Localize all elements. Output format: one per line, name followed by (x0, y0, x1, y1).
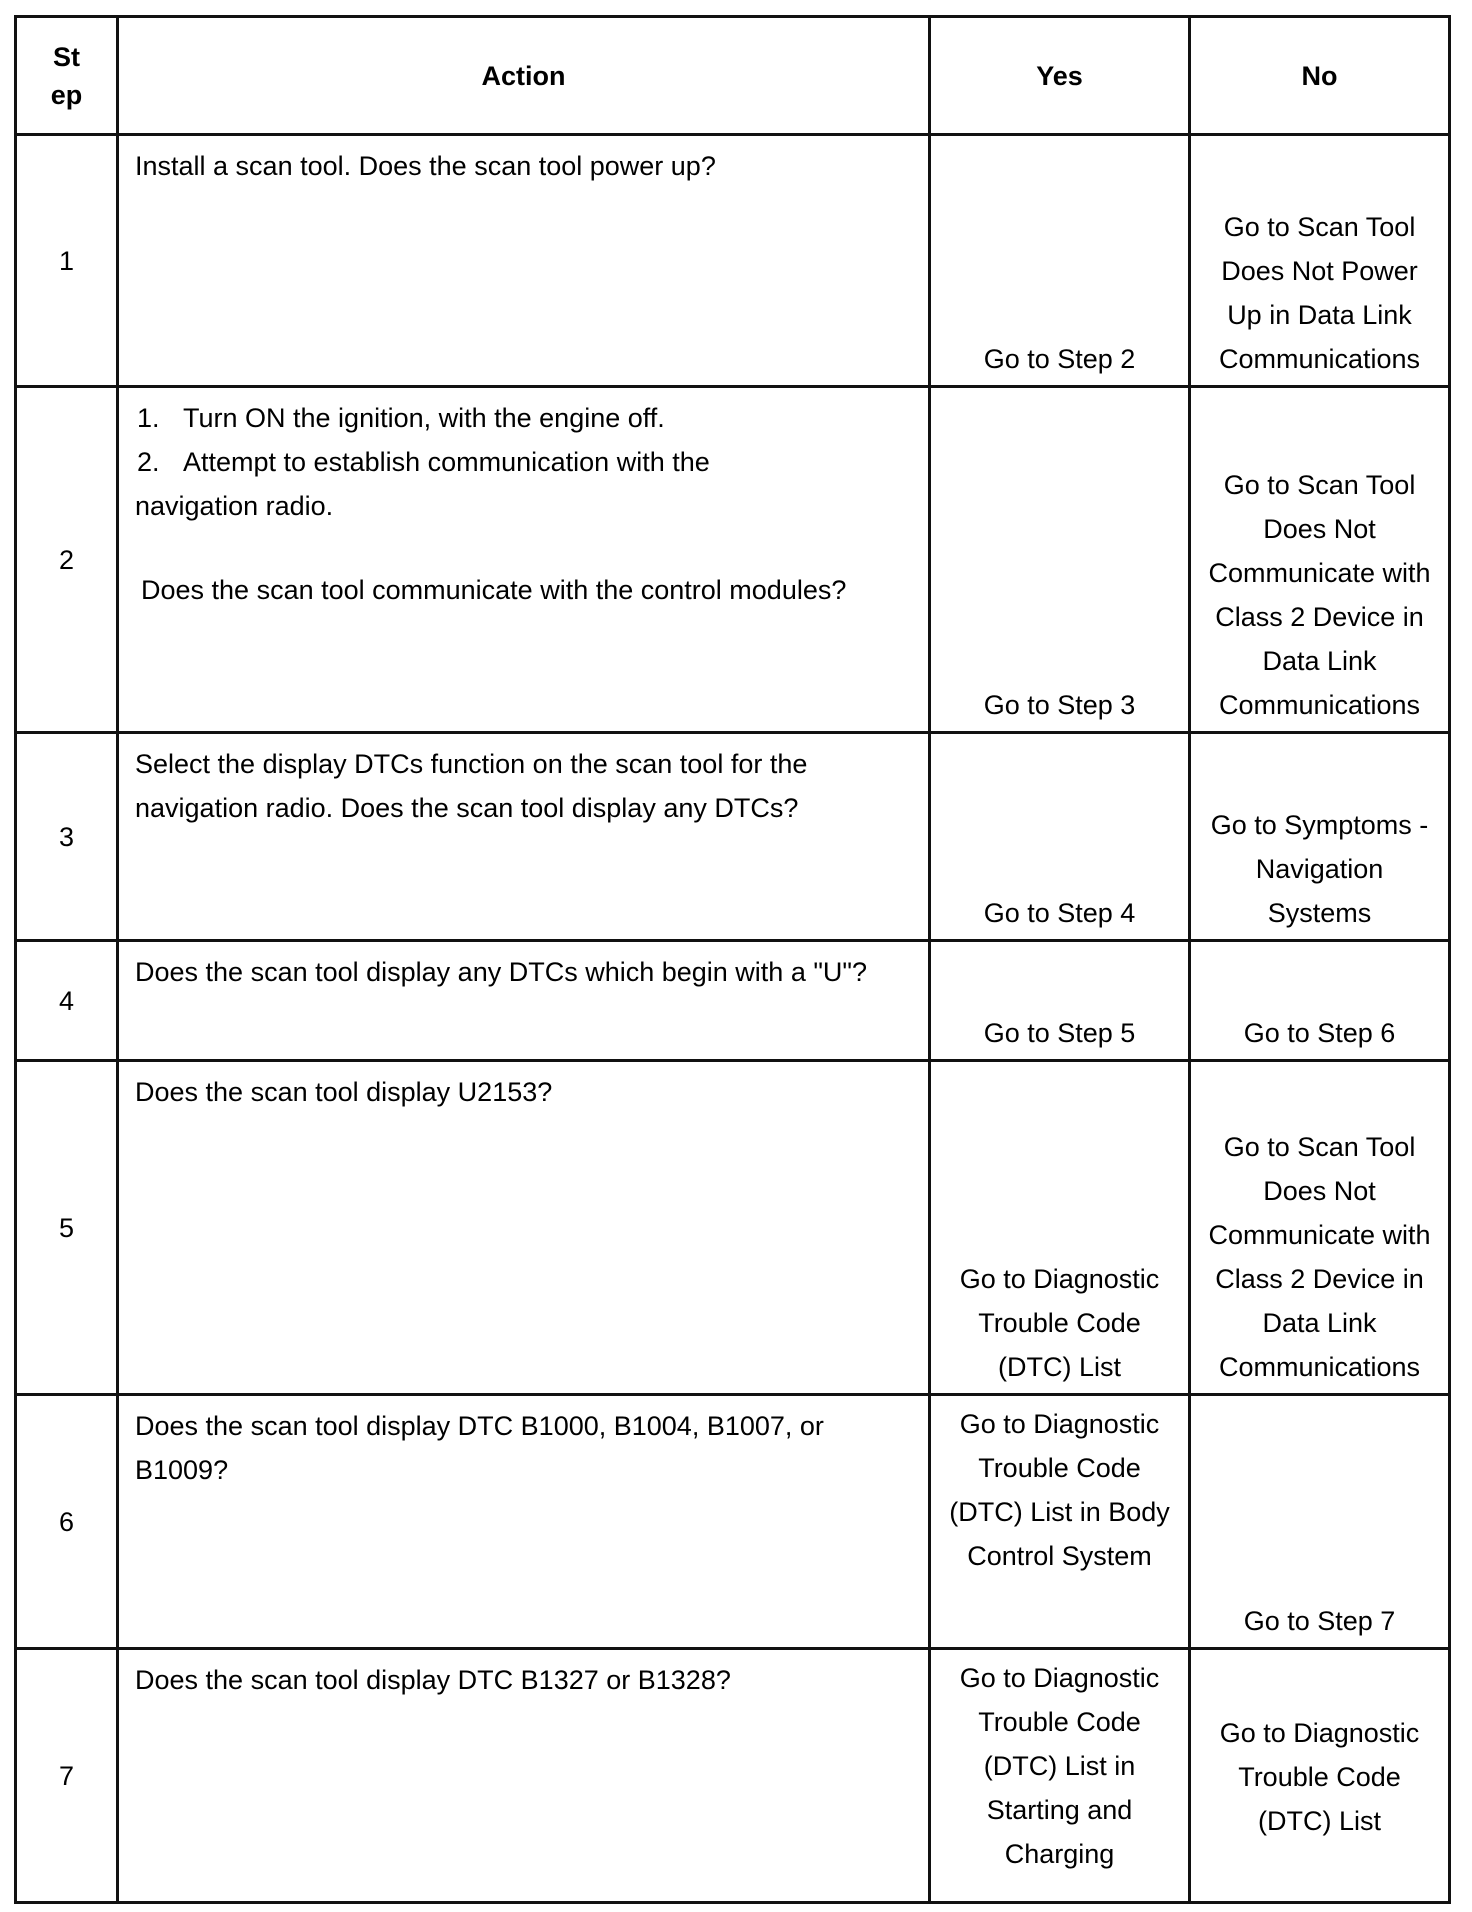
no-outcome: Go to Step 6 (1190, 941, 1450, 1061)
action-text (118, 1061, 930, 1395)
header-step: St ep (16, 17, 118, 135)
action-line: Install a scan tool. Does the scan tool power up? (135, 151, 716, 181)
action-list-item: 2. Attempt to establish communication with the (137, 447, 710, 477)
header-action: Action (118, 17, 930, 135)
action-text (118, 733, 930, 941)
action-text (118, 387, 930, 733)
no-outcome: Go to Scan Tool Does Not Communicate with Class 2 Device in Data Link Communications (1190, 1061, 1450, 1395)
yes-outcome: Go to Diagnostic Trouble Code (DTC) List in Body Control System (930, 1395, 1190, 1649)
yes-outcome: Go to Diagnostic Trouble Code (DTC) List (930, 1061, 1190, 1395)
action-line: Does the scan tool display U2153? (135, 1077, 553, 1107)
table-row (16, 1649, 1450, 1903)
action-line: Does the scan tool display DTC B1000, B1004, B1007, or B1009? (135, 1411, 824, 1485)
no-outcome: Go to Scan Tool Does Not Power Up in Data Link Communications (1190, 135, 1450, 387)
header-row (16, 17, 1450, 135)
yes-outcome: Go to Step 3 (930, 387, 1190, 733)
step-number: 4 (16, 941, 118, 1061)
action-line: Does the scan tool display DTC B1327 or B1328? (135, 1665, 731, 1695)
action-line: Select the display DTCs function on the scan tool for the navigation radio. Does the scan tool display any DTCs? (135, 749, 808, 823)
diagnostic-table (14, 15, 1451, 1904)
action-text (118, 1649, 930, 1903)
table-row (16, 387, 1450, 733)
step-number: 2 (16, 387, 118, 733)
action-line: navigation radio. (135, 491, 334, 521)
action-text (118, 135, 930, 387)
no-outcome: Go to Step 7 (1190, 1395, 1450, 1649)
yes-outcome: Go to Diagnostic Trouble Code (DTC) List in Starting and Charging (930, 1649, 1190, 1903)
action-list-item: 1. Turn ON the ignition, with the engine off. (137, 403, 665, 433)
header-no: No (1190, 17, 1450, 135)
action-text (118, 941, 930, 1061)
table-row (16, 941, 1450, 1061)
step-number: 5 (16, 1061, 118, 1395)
step-number: 6 (16, 1395, 118, 1649)
table-row (16, 733, 1450, 941)
step-number: 3 (16, 733, 118, 941)
action-text (118, 1395, 930, 1649)
header-yes: Yes (930, 17, 1190, 135)
table-row (16, 1395, 1450, 1649)
yes-outcome: Go to Step 5 (930, 941, 1190, 1061)
step-number: 1 (16, 135, 118, 387)
step-number: 7 (16, 1649, 118, 1903)
yes-outcome: Go to Step 2 (930, 135, 1190, 387)
action-line: Does the scan tool display any DTCs which begin with a "U"? (135, 957, 868, 987)
no-outcome: Go to Symptoms - Navigation Systems (1190, 733, 1450, 941)
no-outcome: Go to Scan Tool Does Not Communicate with Class 2 Device in Data Link Communications (1190, 387, 1450, 733)
no-outcome: Go to Diagnostic Trouble Code (DTC) List (1190, 1649, 1450, 1903)
yes-outcome: Go to Step 4 (930, 733, 1190, 941)
table-row (16, 1061, 1450, 1395)
action-question: Does the scan tool communicate with the control modules? (141, 575, 847, 605)
table-row (16, 135, 1450, 387)
